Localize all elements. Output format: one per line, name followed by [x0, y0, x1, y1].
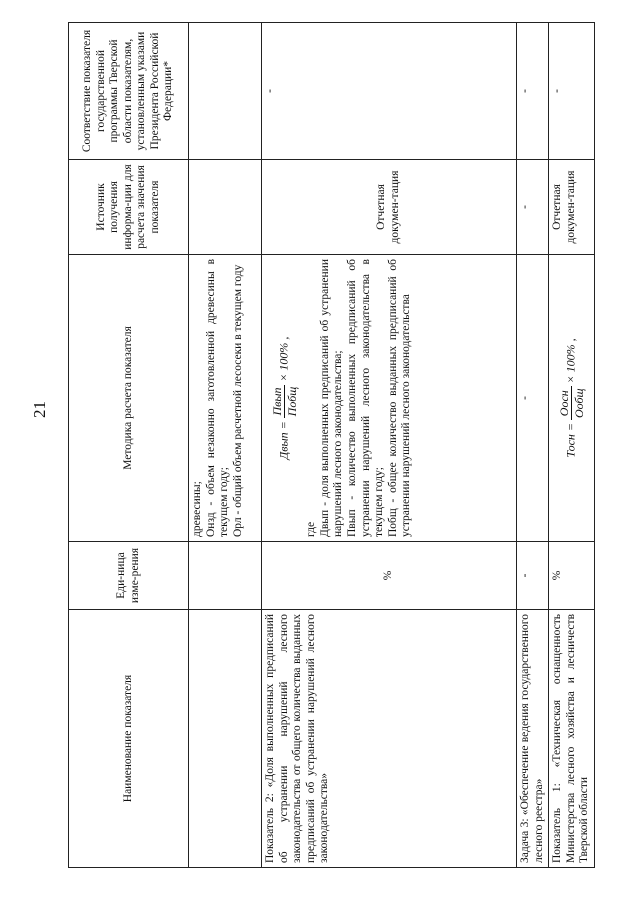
cell-compliance: - — [517, 23, 549, 160]
formula-numerator: Оосн — [557, 386, 572, 420]
formula-punct: , — [563, 338, 578, 342]
rotated-table-wrapper — [68, 23, 591, 868]
table-header-row — [69, 23, 189, 868]
method-line: Онзд - объем незаконно заготовленной древесины в текущем году; — [204, 259, 231, 537]
method-line: древесины; — [191, 481, 203, 537]
cell-compliance — [189, 23, 262, 160]
page-number: 21 — [30, 401, 49, 418]
formula-lhs: Двып = — [276, 421, 291, 460]
cell-unit: % — [549, 542, 595, 610]
cell-method: - — [517, 255, 549, 542]
formula-denominator: Побщ — [285, 386, 300, 417]
cell-compliance: - — [262, 23, 517, 160]
formula-fraction — [270, 385, 299, 419]
cell-name — [189, 610, 262, 868]
formula — [557, 259, 586, 537]
header-source: Источник получения информа-ции для расчета значения показателя — [69, 160, 189, 255]
cell-method — [189, 255, 262, 542]
cell-name: Задача 3: «Обеспечение ведения государственного лесного реестра» — [517, 610, 549, 868]
table-row-indicator-1 — [549, 23, 595, 868]
header-name: Наименование показателя — [69, 610, 189, 868]
definition: Побщ - общее количество выданных предписаний об устранении нарушений лесного законодательства — [386, 259, 413, 537]
table-row-task-3 — [517, 23, 549, 868]
cell-unit: - — [517, 542, 549, 610]
definition: Двып - доля выполненных предписаний об устранении нарушений лесного законодательства; — [318, 259, 345, 537]
formula-denominator: Ообщ — [572, 388, 587, 419]
cell-source: Отчетная докумен-тация — [549, 160, 595, 255]
cell-name: Показатель 2: «Доля выполненных предписаний об устранении нарушений лесного законодательства от общего количества выданных предписаний об устранении нарушений лесного законодательства» — [262, 610, 517, 868]
formula-fraction — [557, 386, 586, 420]
cell-name: Показатель 1: «Техническая оснащенность Министерства лесного хозяйства и лесничеств Тверской области — [549, 610, 595, 868]
table-row-continuation — [189, 23, 262, 868]
header-unit: Еди-ница изме-рения — [69, 542, 189, 610]
indicator-table — [68, 22, 595, 868]
cell-unit — [189, 542, 262, 610]
table-row-indicator-2 — [262, 23, 517, 868]
where-label: где — [305, 521, 318, 537]
cell-source: Отчетная докумен-тация — [262, 160, 517, 255]
formula-lhs: Тосн = — [563, 423, 578, 458]
cell-method — [549, 255, 595, 542]
header-compliance: Соответствие показателя государственной программы Тверской области показателям, установленным указами Президента Российской Федерации* — [69, 23, 189, 160]
cell-method — [262, 255, 517, 542]
definition: Пвып - количество выполненных предписаний об устранении нарушений лесного законодательства в текущем году; — [346, 259, 386, 537]
cell-compliance: - — [549, 23, 595, 160]
formula-multiplier: × 100% — [563, 344, 578, 384]
method-line: Орл - общий объем расчетной лесосеки в текущем году — [231, 264, 244, 537]
formula-numerator: Пвып — [270, 385, 285, 419]
cell-source — [189, 160, 262, 255]
formula-multiplier: × 100% — [276, 342, 291, 382]
formula — [270, 259, 299, 537]
formula-punct: , — [276, 336, 291, 340]
cell-unit: % — [262, 542, 517, 610]
header-method: Методика расчета показателя — [69, 255, 189, 542]
cell-source: - — [517, 160, 549, 255]
